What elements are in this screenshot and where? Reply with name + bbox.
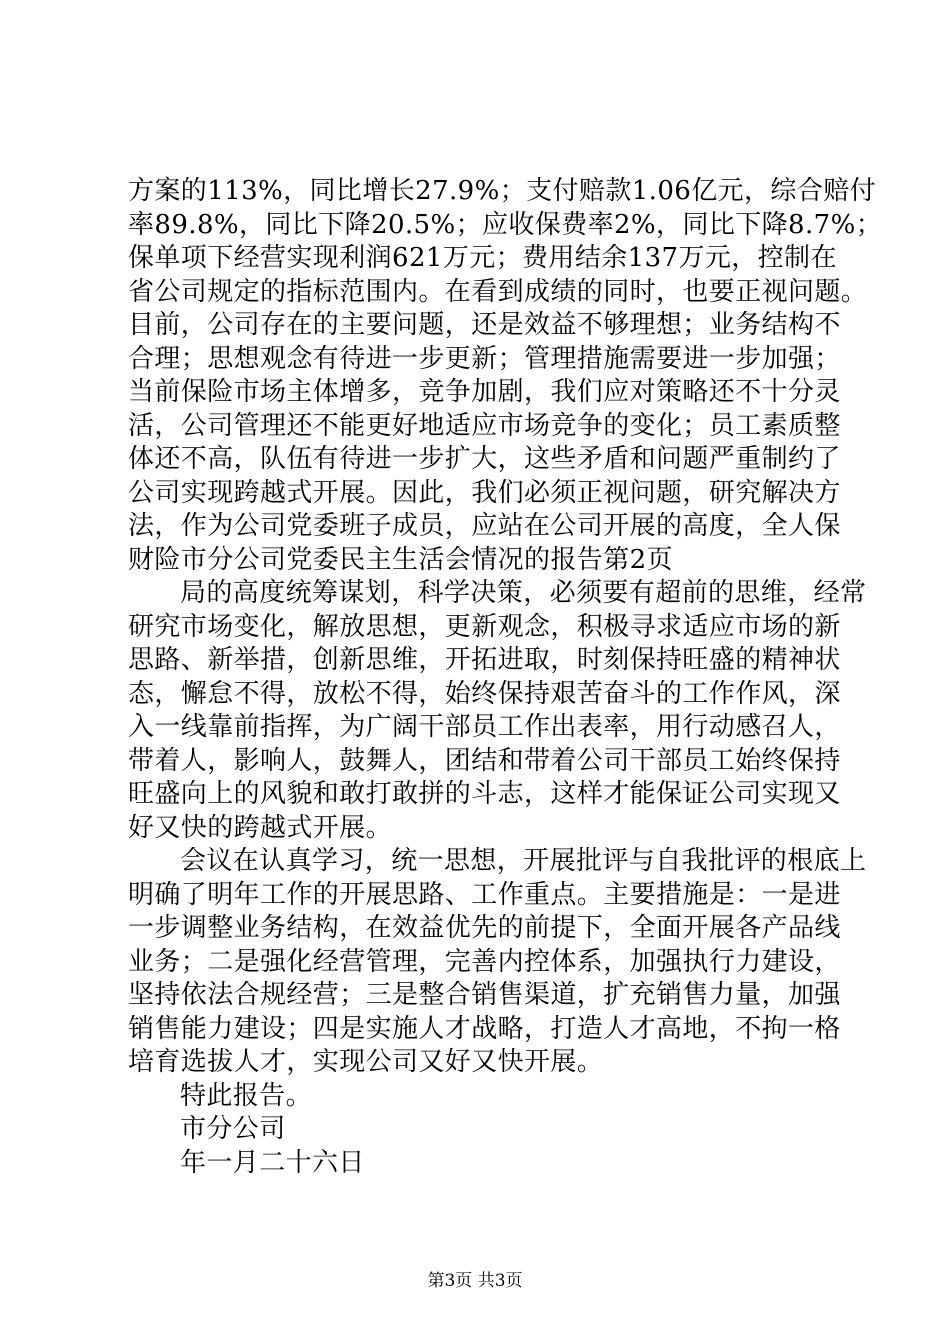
text-line: 当前保险市场主体增多，竞争加剧，我们应对策略还不十分灵 [128, 377, 841, 407]
text-line: 好又快的跨越式开展。 [128, 812, 393, 843]
text-line: 保单项下经营实现利润621万元；费用结余137万元，控制在 [128, 243, 837, 273]
text-line: 法，作为公司党委班子成员，应站在公司开展的高度，全人保 [128, 511, 841, 541]
text-line: 销售能力建设；四是实施人才战略，打造人才高地，不拘一格 [128, 1013, 841, 1044]
text-line: 公司实现跨越式开展。因此，我们必须正视问题，研究解决方 [128, 477, 841, 508]
document-body [128, 175, 883, 1180]
text-line: 活，公司管理还不能更好地适应市场竞争的变化；员工素质整 [128, 410, 841, 441]
text-line: 率89.8%，同比下降20.5%；应收保费率2%，同比下降8.7%； [128, 209, 883, 240]
text-line: 态，懈怠不得，放松不得，始终保持艰苦奋斗的工作作风，深 [128, 678, 841, 709]
text-line: 方案的113%，同比增长27.9%；支付赔款1.06亿元，综合赔付 [128, 176, 877, 206]
page-number-footer: 第3页 共3页 [427, 1271, 523, 1291]
text-line: 合理；思想观念有待进一步更新；管理措施需要进一步加强； [128, 343, 841, 374]
closing-statement: 特此报告。 [180, 1080, 313, 1111]
text-line: 培育选拔人才，实现公司又好又快开展。 [128, 1047, 604, 1077]
text-line: 一步调整业务结构，在效益优先的前提下，全面开展各产品线 [128, 913, 841, 943]
text-line: 研究市场变化，解放思想，更新观念，积极寻求适应市场的新 [128, 611, 841, 642]
text-line: 业务；二是强化经营管理，完善内控体系，加强执行力建设， [128, 946, 841, 977]
text-line: 思路、新举措，创新思维，开拓进取，时刻保持旺盛的精神状 [128, 645, 841, 675]
paragraph-start-line: 会议在认真学习，统一思想，开展批评与自我批评的根底上 [180, 846, 867, 876]
text-line: 体还不高，队伍有待进一步扩大，这些矛盾和问题严重制约了 [128, 444, 841, 474]
text-line: 目前，公司存在的主要问题，还是效益不够理想；业务结构不 [128, 310, 841, 340]
signature-date: 年一月二十六日 [180, 1147, 365, 1178]
paragraph-start-line: 局的高度统筹谋划，科学决策，必须要有超前的思维，经常 [180, 578, 867, 608]
text-line: 入一线靠前指挥，为广阔干部员工作出表率，用行动感召人， [128, 712, 841, 742]
text-line: 带着人，影响人，鼓舞人，团结和带着公司干部员工始终保持 [128, 745, 841, 776]
text-line: 旺盛向上的风貌和敢打敢拼的斗志，这样才能保证公司实现又 [128, 779, 841, 809]
signature-organization: 市分公司 [180, 1114, 286, 1144]
text-line: 财险市分公司党委民主生活会情况的报告第2页 [128, 544, 673, 575]
text-line: 明确了明年工作的开展思路、工作重点。主要措施是：一是进 [128, 879, 841, 910]
text-line: 坚持依法合规经营；三是整合销售渠道，扩充销售力量，加强 [128, 980, 841, 1010]
text-line: 省公司规定的指标范围内。在看到成绩的同时，也要正视问题。 [128, 276, 868, 307]
